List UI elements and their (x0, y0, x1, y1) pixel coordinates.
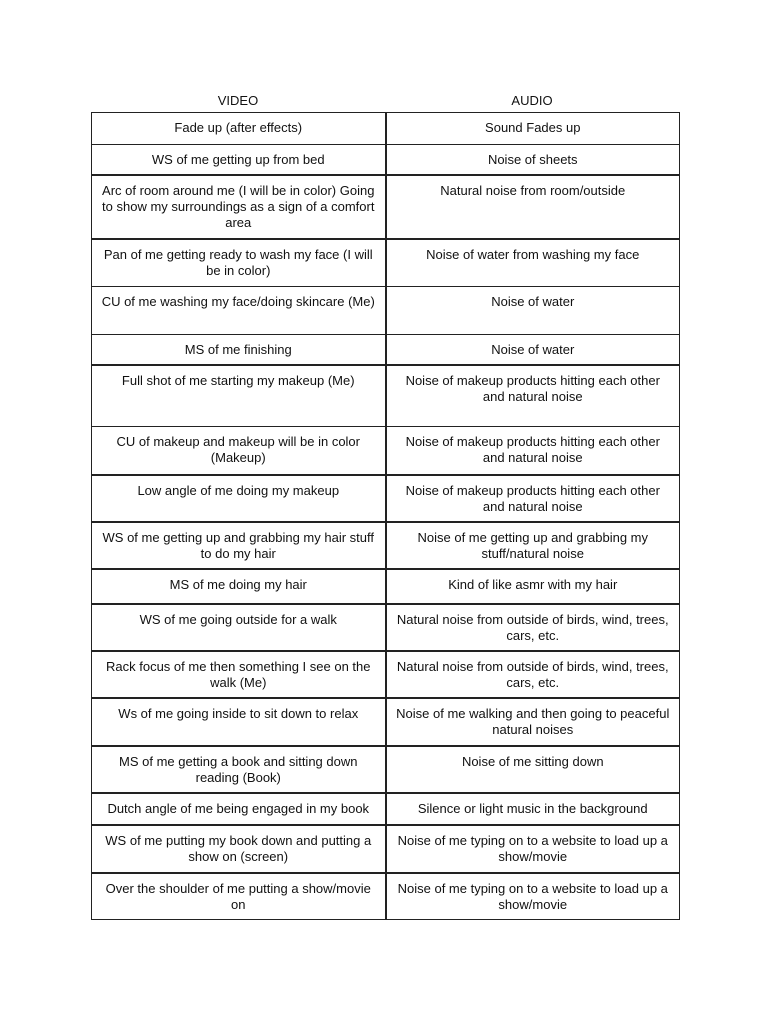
video-cell: Over the shoulder of me putting a show/movie on (92, 873, 386, 920)
audio-cell: Noise of me typing on to a website to load up a show/movie (386, 873, 680, 920)
video-cell: Pan of me getting ready to wash my face (I will be in color) (92, 239, 386, 286)
video-cell: Fade up (after effects) (92, 113, 386, 145)
video-cell: CU of me washing my face/doing skincare (Me) (92, 286, 386, 334)
table-row (92, 793, 680, 825)
table-row (92, 239, 680, 286)
table-row (92, 145, 680, 176)
audio-cell: Noise of sheets (386, 145, 680, 176)
video-cell: MS of me finishing (92, 334, 386, 365)
video-cell: MS of me getting a book and sitting down reading (Book) (92, 746, 386, 793)
audio-cell: Natural noise from outside of birds, wind, trees, cars, etc. (386, 604, 680, 651)
table-row (92, 522, 680, 569)
table-row (92, 746, 680, 793)
table-row (92, 604, 680, 651)
table-row (92, 569, 680, 604)
video-cell: WS of me putting my book down and putting a show on (screen) (92, 825, 386, 873)
audio-cell: Noise of water (386, 334, 680, 365)
video-cell: Ws of me going inside to sit down to relax (92, 698, 386, 746)
table-row (92, 698, 680, 746)
video-cell: WS of me getting up and grabbing my hair stuff to do my hair (92, 522, 386, 569)
table-row (92, 825, 680, 873)
video-cell: CU of makeup and makeup will be in color (Makeup) (92, 427, 386, 475)
table-row (92, 175, 680, 239)
audio-cell: Noise of water from washing my face (386, 239, 680, 286)
audio-cell: Noise of water (386, 286, 680, 334)
table-row (92, 427, 680, 475)
video-cell: Arc of room around me (I will be in color) Going to show my surroundings as a sign of a comfort area (92, 175, 386, 239)
audio-cell: Silence or light music in the background (386, 793, 680, 825)
audio-column-header: AUDIO (511, 93, 553, 108)
audio-cell: Noise of makeup products hitting each other and natural noise (386, 475, 680, 522)
audio-cell: Noise of me typing on to a website to load up a show/movie (386, 825, 680, 873)
table-row (92, 113, 680, 145)
table-row (92, 334, 680, 365)
audio-cell: Natural noise from room/outside (386, 175, 680, 239)
table-row (92, 286, 680, 334)
video-cell: MS of me doing my hair (92, 569, 386, 604)
audio-cell: Noise of me walking and then going to peaceful natural noises (386, 698, 680, 746)
table-row (92, 873, 680, 920)
video-cell: Rack focus of me then something I see on the walk (Me) (92, 651, 386, 698)
audio-cell: Noise of makeup products hitting each other and natural noise (386, 427, 680, 475)
shot-list-table (91, 112, 680, 920)
table-row (92, 475, 680, 522)
audio-cell: Noise of makeup products hitting each other and natural noise (386, 365, 680, 427)
audio-cell: Kind of like asmr with my hair (386, 569, 680, 604)
column-headers (91, 92, 679, 110)
audio-cell: Noise of me sitting down (386, 746, 680, 793)
video-cell: WS of me going outside for a walk (92, 604, 386, 651)
video-column-header: VIDEO (217, 93, 259, 108)
video-cell: Dutch angle of me being engaged in my book (92, 793, 386, 825)
table-row (92, 651, 680, 698)
audio-cell: Sound Fades up (386, 113, 680, 145)
audio-cell: Noise of me getting up and grabbing my stuff/natural noise (386, 522, 680, 569)
video-cell: Full shot of me starting my makeup (Me) (92, 365, 386, 427)
audio-cell: Natural noise from outside of birds, wind, trees, cars, etc. (386, 651, 680, 698)
video-cell: Low angle of me doing my makeup (92, 475, 386, 522)
shot-list-body (92, 113, 680, 920)
video-cell: WS of me getting up from bed (92, 145, 386, 176)
table-row (92, 365, 680, 427)
